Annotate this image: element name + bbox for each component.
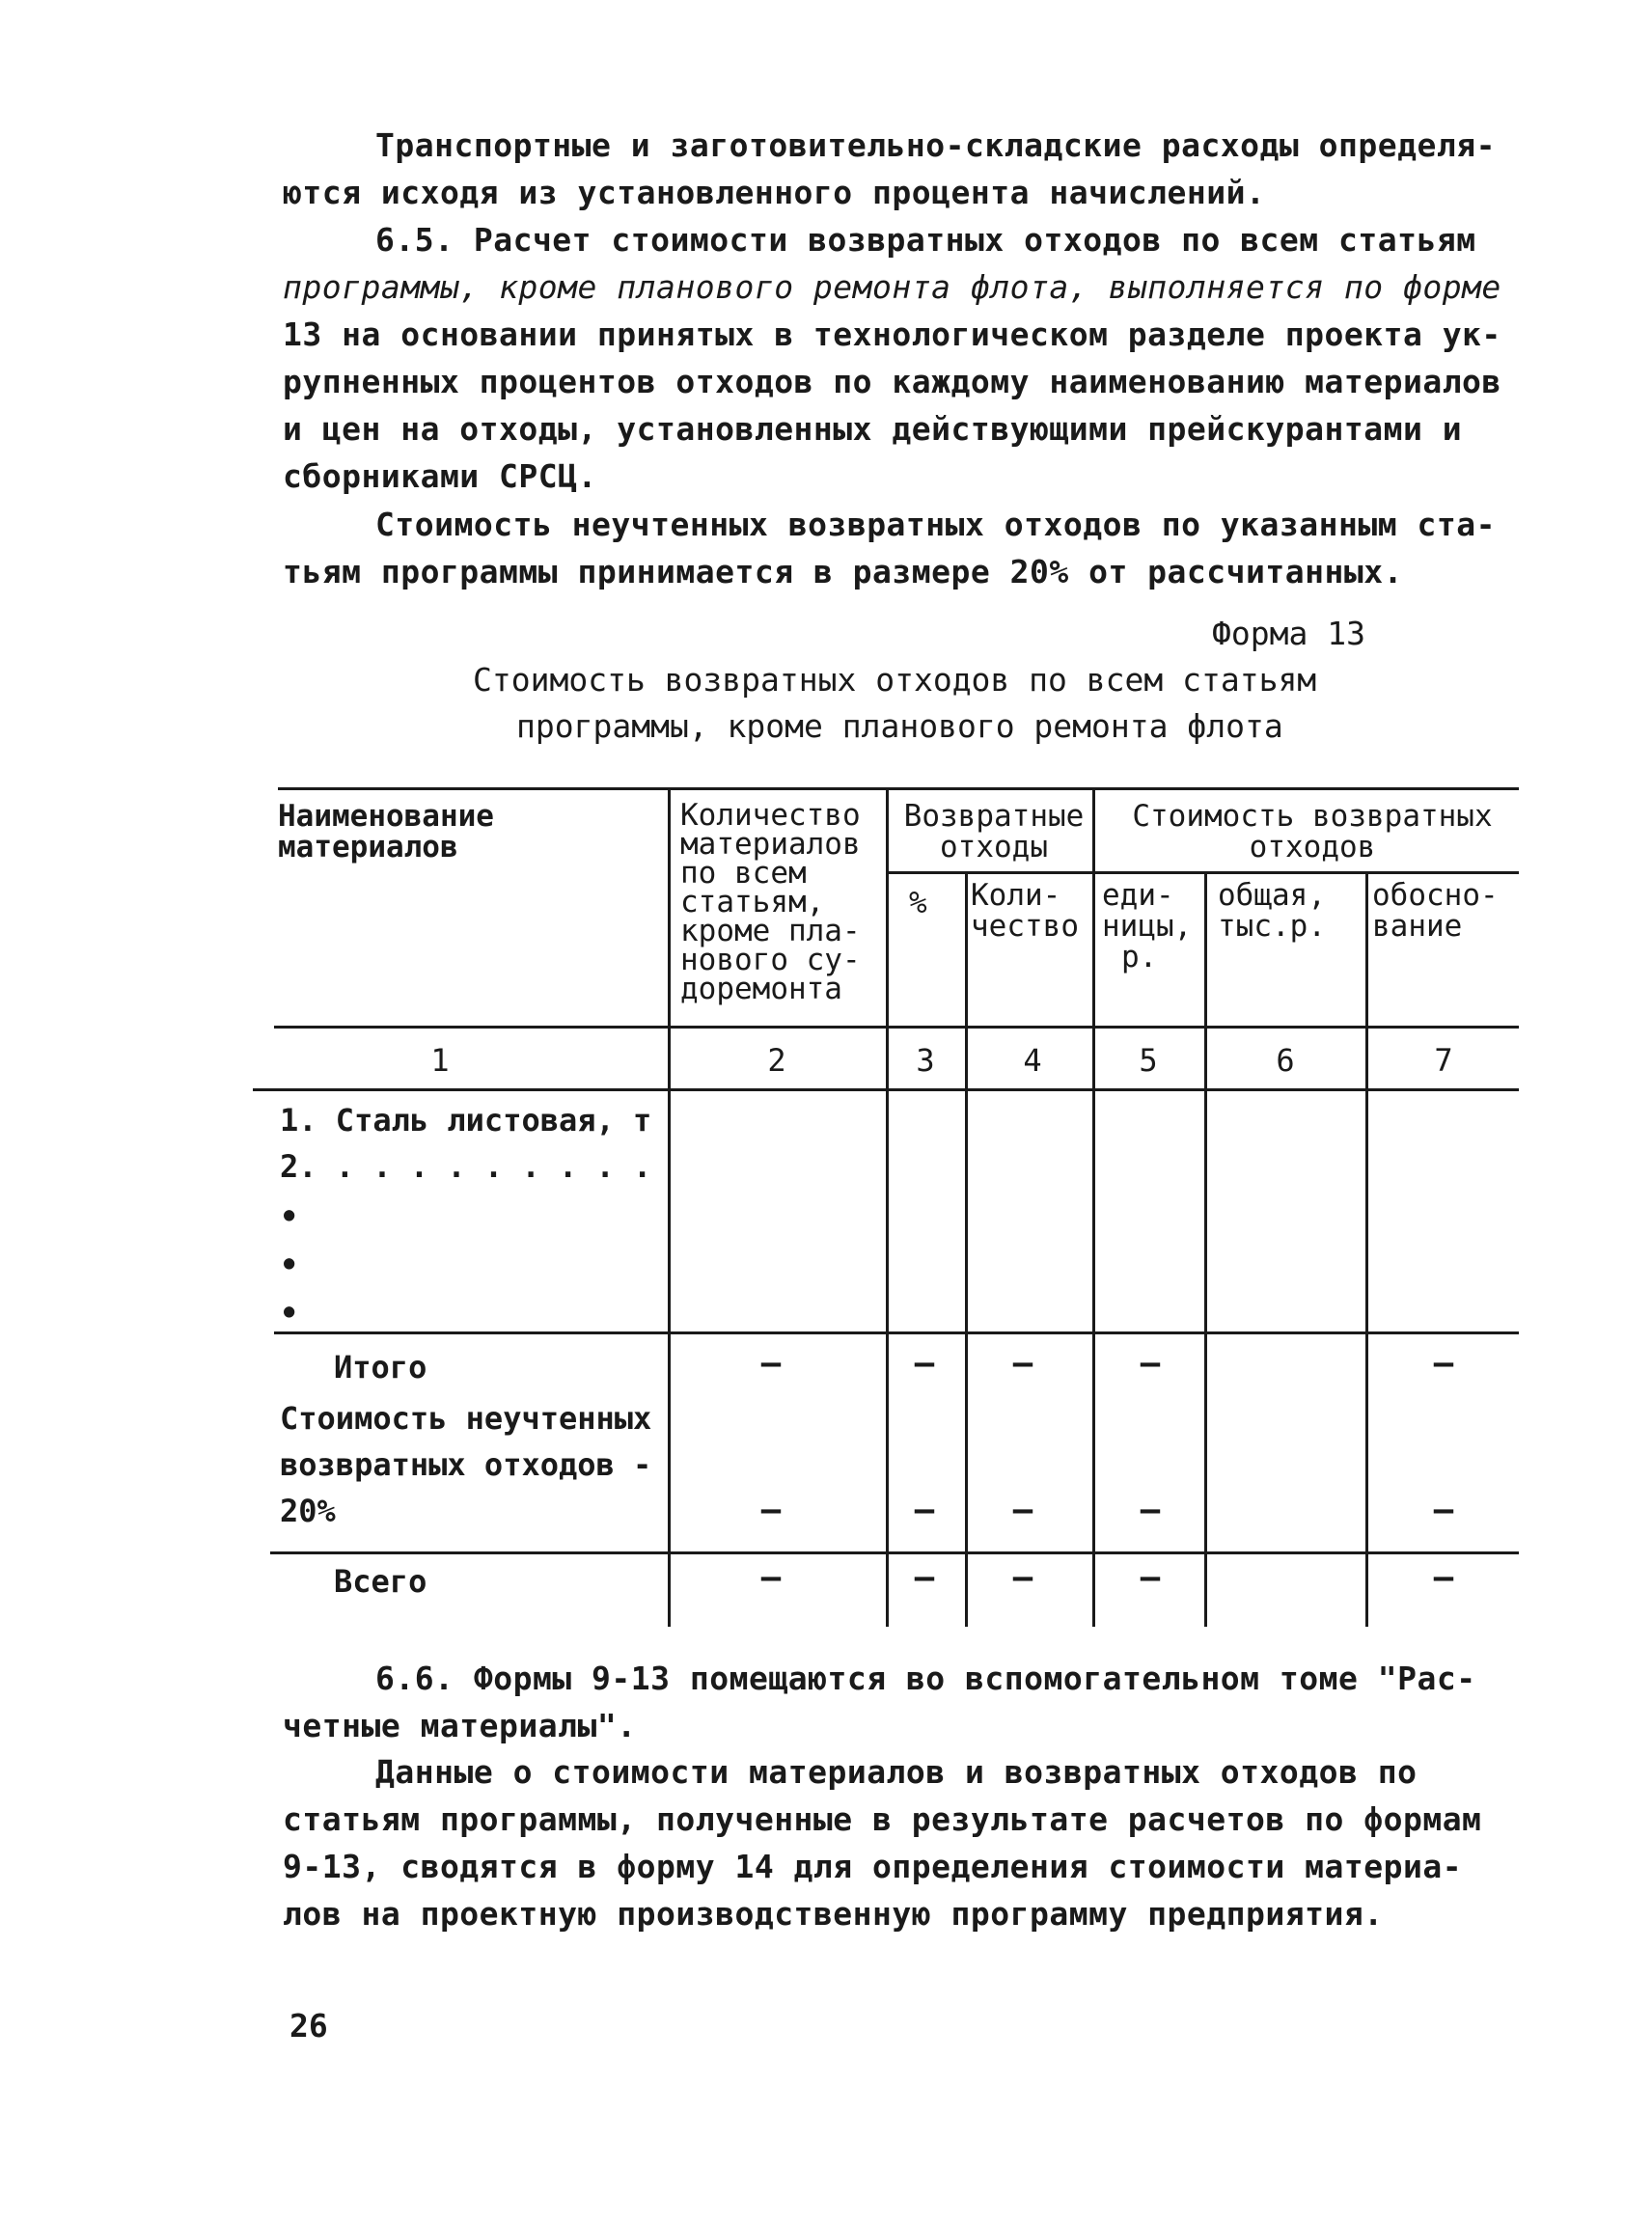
text-line: тьям программы принимается в размере 20% от рассчитанных. (283, 553, 1403, 590)
form-title-line-1: Стоимость возвратных отходов по всем статьям (473, 661, 1317, 699)
header-material-quantity: Количество материалов по всем статьям, кроме пла- нового су- доремонта (680, 798, 861, 1006)
row-unaccounted-label: Стоимость неучтенных возвратных отходов - 20% (280, 1400, 652, 1529)
form-title-line-2: программы, кроме планового ремонта флота (516, 707, 1283, 745)
column-number: 1 (430, 1042, 450, 1079)
text-line: рупненных процентов отходов по каждому наименованию материалов (283, 363, 1501, 400)
item-row-2: 2. . . . . . . . . . (280, 1148, 652, 1185)
header-material-name: Наименование материалов (278, 799, 494, 864)
header-returnable-waste: Возвратные отходы (903, 799, 1085, 864)
item-row-1: 1. Сталь листовая, т (280, 1102, 652, 1139)
text-line: четные материалы". (283, 1707, 637, 1744)
header-waste-cost: Стоимость возвратных отходов (1132, 799, 1493, 864)
col-divider (1204, 871, 1207, 1627)
form-label: Форма 13 (1212, 615, 1365, 652)
header-unit-price: еди- ницы, р. (1102, 878, 1193, 974)
dash: – (1012, 1491, 1033, 1529)
column-number: 5 (1139, 1042, 1158, 1079)
header-quantity: Коли- чество (971, 878, 1079, 944)
text-line: лов на проектную производственную программу предприятия. (283, 1895, 1384, 1933)
column-number: 3 (916, 1042, 935, 1079)
table-items-rule (274, 1331, 1519, 1334)
text-line: Данные о стоимости материалов и возвратных отходов по (375, 1753, 1418, 1791)
paragraph-transport-costs (283, 122, 1499, 216)
table-header-bottom-rule (274, 1026, 1519, 1029)
col-divider (668, 787, 671, 1627)
dash: – (760, 1558, 782, 1597)
text-line: Стоимость неучтенных возвратных отходов по указанным ста- (375, 506, 1496, 543)
row-itogo-label: Итого (334, 1349, 427, 1386)
paragraph-unaccounted-waste (283, 501, 1499, 595)
column-number: 6 (1276, 1042, 1295, 1079)
paragraph-6-5 (283, 216, 1499, 500)
col-divider (1092, 787, 1095, 1627)
dash: – (1012, 1344, 1033, 1383)
text-line: статьям программы, полученные в результате расчетов по формам (283, 1800, 1482, 1838)
text-line: и цен на отходы, установленных действующими прейскурантами и (283, 410, 1463, 448)
item-ellipsis: • (280, 1295, 299, 1331)
dash: – (1433, 1558, 1454, 1597)
text-line: 13 на основании принятых в технологическом разделе проекта ук- (283, 316, 1501, 353)
header-percent: % (909, 886, 927, 920)
column-number: 4 (1023, 1042, 1042, 1079)
item-ellipsis: • (280, 1198, 299, 1235)
item-ellipsis: • (280, 1247, 299, 1283)
dash: – (914, 1558, 935, 1597)
col-divider (965, 871, 968, 1627)
table-total-rule (270, 1551, 1519, 1554)
dash: – (1433, 1344, 1454, 1383)
text-line: 6.6. Формы 9-13 помещаются во вспомогательном томе "Рас- (375, 1660, 1476, 1697)
page-number: 26 (289, 2007, 328, 2045)
text-line: ются исходя из установленного процента начислений. (283, 174, 1266, 211)
dash: – (760, 1491, 782, 1529)
row-vsego-label: Всего (334, 1563, 427, 1600)
column-number: 7 (1434, 1042, 1453, 1079)
text-line: 6.5. Расчет стоимости возвратных отходов по всем статьям (375, 221, 1476, 259)
header-justification: обосно- вание (1372, 878, 1499, 944)
table-subheader-rule (886, 871, 1519, 874)
header-total-cost: общая, тыс.р. (1218, 878, 1326, 944)
dash: – (1140, 1558, 1161, 1597)
col-divider (886, 787, 889, 1627)
text-line-italic: программы, кроме планового ремонта флота, выполняется по форме (283, 268, 1501, 306)
text-line: Транспортные и заготовительно-складские расходы определя- (375, 126, 1496, 164)
dash: – (1140, 1344, 1161, 1383)
dash: – (914, 1344, 935, 1383)
text-line: 9-13, сводятся в форму 14 для определения стоимости материа- (283, 1848, 1463, 1885)
dash: – (1012, 1558, 1033, 1597)
paragraph-data-summary (283, 1748, 1499, 1937)
text-line: сборниками СРСЦ. (283, 457, 597, 495)
dash: – (914, 1491, 935, 1529)
table-top-rule (278, 787, 1519, 790)
dash: – (760, 1344, 782, 1383)
paragraph-6-6 (283, 1655, 1499, 1749)
col-divider (1365, 871, 1368, 1627)
column-number: 2 (767, 1042, 786, 1079)
dash: – (1433, 1491, 1454, 1529)
dash: – (1140, 1491, 1161, 1529)
